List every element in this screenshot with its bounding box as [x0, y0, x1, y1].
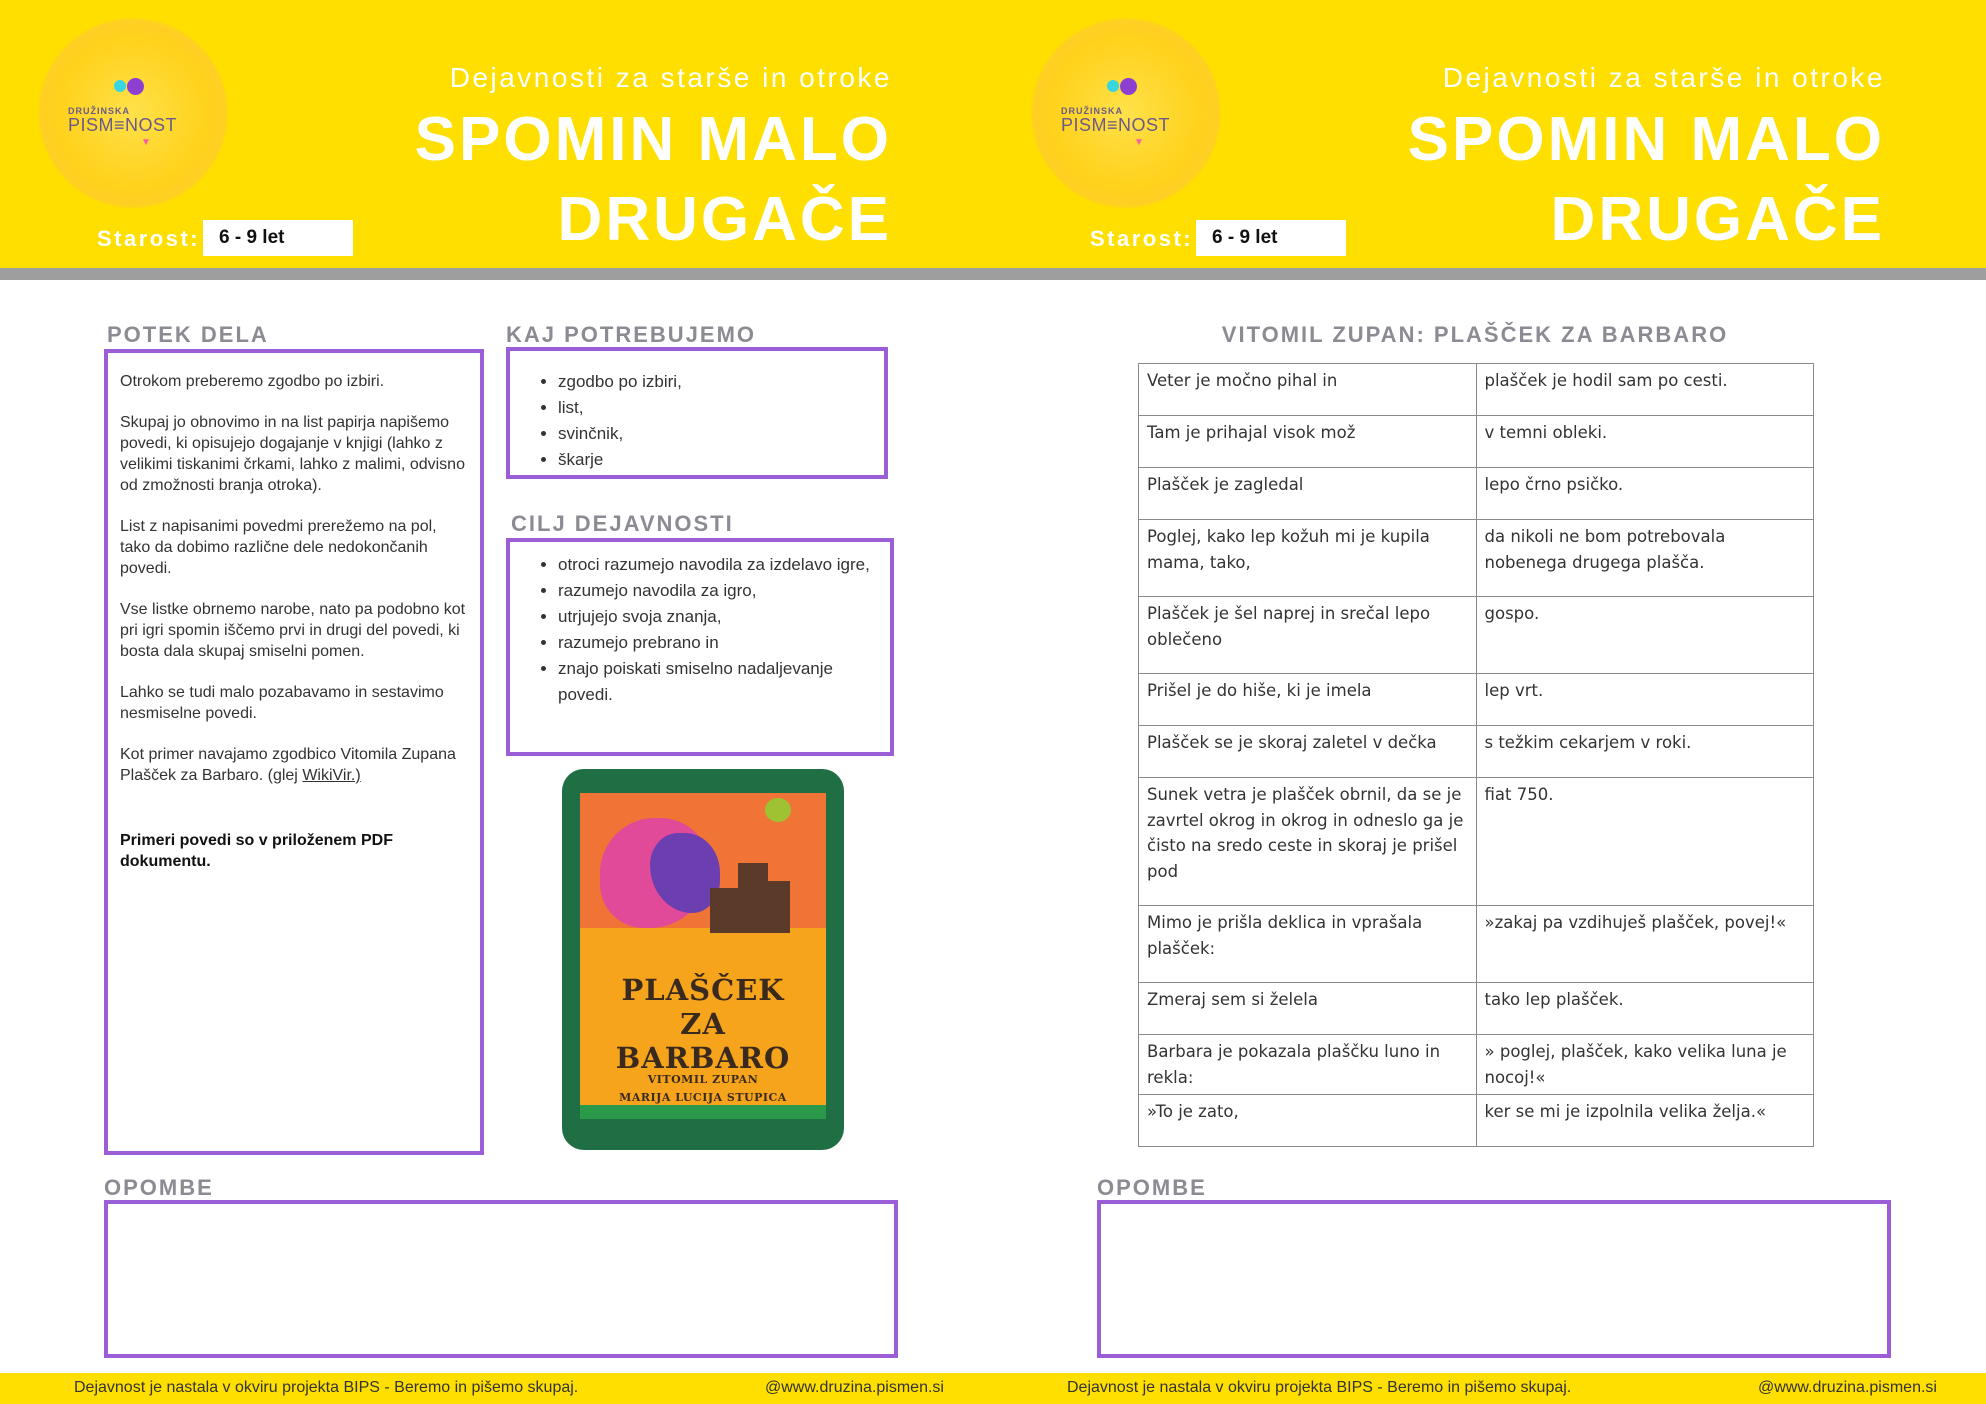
potek-paragraph-5: Lahko se tudi malo pozabavamo in sestavimo nesmiselne povedi.	[120, 684, 444, 722]
table-row	[1139, 983, 1814, 1035]
logo-arrow-icon: ▼	[1134, 137, 1144, 148]
logo-big-text: PISM≡NOST	[1061, 115, 1171, 135]
table-cell: Plašček je zagledal	[1139, 468, 1477, 520]
kaj-panel	[506, 347, 888, 479]
table-cell: Plašček se je skoraj zaletel v dečka	[1139, 726, 1477, 778]
footer	[0, 1373, 1986, 1404]
table-cell: tako lep plašček.	[1476, 983, 1814, 1035]
list-item: • utrjujejo svoja znanja,	[558, 604, 872, 630]
table-cell: lep vrt.	[1476, 674, 1814, 726]
opombe-title: OPOMBE	[1097, 1175, 1207, 1200]
opombe-box[interactable]	[104, 1200, 898, 1358]
list-item: • zgodbo po izbiri,	[558, 369, 874, 395]
table-row	[1139, 674, 1814, 726]
cilj-title: CILJ DEJAVNOSTI	[511, 511, 734, 536]
cover-bottom-strip	[580, 1105, 826, 1119]
table-cell: ker se mi je izpolnila velika želja.«	[1476, 1095, 1814, 1147]
table-cell: da nikoli ne bom potrebovala nobenega drugega plašča.	[1476, 520, 1814, 597]
list-item: • škarje	[558, 447, 874, 473]
title-line-1: SPOMIN MALO	[1407, 105, 1885, 174]
cover-author: MARIJA LUCIJA STUPICA	[619, 1091, 787, 1104]
header-divider	[0, 268, 1986, 280]
cover-building	[738, 863, 768, 933]
opombe-title: OPOMBE	[104, 1175, 214, 1200]
potek-title: POTEK DELA	[107, 322, 269, 347]
cover-building	[768, 881, 790, 933]
logo-arrow-icon: ▼	[141, 137, 151, 148]
potek-paragraph-1: Otrokom preberemo zgodbo po izbiri.	[120, 373, 385, 390]
footer-website[interactable]: @www.druzina.pismen.si	[1758, 1379, 1937, 1396]
table-cell: » poglej, plašček, kako velika luna je nocoj!«	[1476, 1035, 1814, 1095]
table-row	[1139, 726, 1814, 778]
table-cell: s težkim cekarjem v roki.	[1476, 726, 1814, 778]
logo-small-text: DRUŽINSKA	[68, 106, 130, 116]
table-row	[1139, 1095, 1814, 1147]
table-cell: Poglej, kako lep kožuh mi je kupila mama, tako,	[1139, 520, 1477, 597]
header-subtitle: Dejavnosti za starše in otroke	[449, 62, 892, 93]
table-cell: plašček je hodil sam po cesti.	[1476, 364, 1814, 416]
title-line-2: DRUGAČE	[1550, 185, 1885, 254]
cover-title	[580, 973, 826, 1075]
table-row	[1139, 416, 1814, 468]
cover-balloon	[765, 798, 791, 822]
logo-small-text: DRUŽINSKA	[1061, 106, 1123, 116]
table-cell: Veter je močno pihal in	[1139, 364, 1477, 416]
table-row	[1139, 364, 1814, 416]
footer-project-text: Dejavnost je nastala v okviru projekta BIPS - Beremo in pišemo skupaj.	[74, 1379, 579, 1396]
cover-title-line: BARBARO	[615, 1041, 791, 1075]
table-cell: gospo.	[1476, 597, 1814, 674]
cilj-list	[520, 552, 872, 708]
potek-paragraph-7: Primeri povedi so v priloženem PDF dokumentu.	[120, 832, 393, 870]
logo	[38, 18, 228, 208]
potek-panel	[104, 349, 484, 1155]
table-cell: Tam je prihajal visok mož	[1139, 416, 1477, 468]
potek-paragraph-3: List z napisanimi povedmi prerežemo na pol, tako da dobimo različne dele nedokončanih povedi.	[120, 518, 437, 577]
table-cell: v temni obleki.	[1476, 416, 1814, 468]
footer-website[interactable]: @www.druzina.pismen.si	[765, 1379, 944, 1396]
book-cover-art	[580, 793, 826, 1119]
table-row	[1139, 468, 1814, 520]
list-item: • svinčnik,	[558, 421, 874, 447]
logo	[1031, 18, 1221, 208]
table-row	[1139, 906, 1814, 983]
table-row	[1139, 1035, 1814, 1095]
potek-paragraph-6-text: Kot primer navajamo zgodbico Vitomila Zupana Plašček za Barbaro. (glej	[120, 746, 456, 784]
story-table	[1138, 363, 1814, 1147]
title-line-1: SPOMIN MALO	[414, 105, 892, 174]
book-cover-image	[562, 769, 844, 1150]
table-cell: »zakaj pa vzdihuješ plašček, povej!«	[1476, 906, 1814, 983]
cover-title-line: PLAŠČEK	[621, 973, 785, 1007]
kaj-list	[520, 369, 874, 473]
logo-dot-cyan	[1107, 80, 1119, 92]
potek-paragraph-6	[120, 744, 468, 786]
logo-dot-purple	[127, 78, 144, 95]
logo-dot-cyan	[114, 80, 126, 92]
table-row	[1139, 778, 1814, 906]
age-value: 6 - 9 let	[203, 220, 353, 256]
cover-authors	[580, 1071, 826, 1107]
table-cell: fiat 750.	[1476, 778, 1814, 906]
list-item: • znajo poiskati smiselno nadaljevanje povedi.	[558, 656, 872, 708]
table-cell: Barbara je pokazala plaščku luno in rekla:	[1139, 1035, 1477, 1095]
logo-dot-purple	[1120, 78, 1137, 95]
list-item: • razumejo navodila za igro,	[558, 578, 872, 604]
header-banner	[0, 0, 1986, 268]
table-cell: Plašček je šel naprej in srečal lepo oblečeno	[1139, 597, 1477, 674]
cover-author: VITOMIL ZUPAN	[647, 1073, 759, 1086]
table-cell: »To je zato,	[1139, 1095, 1477, 1147]
table-cell: lepo črno psičko.	[1476, 468, 1814, 520]
table-cell: Sunek vetra je plašček obrnil, da se je zavrtel okrog in okrog in odneslo ga je čisto na sredo ceste in skoraj je prišel pod	[1139, 778, 1477, 906]
potek-paragraph-2: Skupaj jo obnovimo in na list papirja napišemo povedi, ki opisujejo dogajanje v knjigi (lahko z velikimi tiskanimi črkami, lahko z malimi, odvisno od zmožnosti branja otroka).	[120, 414, 465, 494]
age-value: 6 - 9 let	[1196, 220, 1346, 256]
story-title: VITOMIL ZUPAN: PLAŠČEK ZA BARBARO	[1221, 322, 1729, 347]
cilj-panel	[506, 538, 894, 756]
age-label: Starost:	[97, 226, 201, 251]
page-title	[292, 100, 892, 260]
list-item: • otroci razumejo navodila za izdelavo igre,	[558, 552, 872, 578]
title-line-2: DRUGAČE	[557, 185, 892, 254]
logo-big-text: PISM≡NOST	[68, 115, 178, 135]
cover-building	[710, 888, 738, 933]
header-subtitle: Dejavnosti za starše in otroke	[1442, 62, 1885, 93]
list-item: • list,	[558, 395, 874, 421]
wikivir-link[interactable]: WikiVir.)	[302, 767, 361, 784]
kaj-title: KAJ POTREBUJEMO	[506, 322, 757, 347]
cover-title-line: ZA	[680, 1007, 726, 1041]
table-cell: Prišel je do hiše, ki je imela	[1139, 674, 1477, 726]
list-item: • razumejo prebrano in	[558, 630, 872, 656]
table-cell: Zmeraj sem si želela	[1139, 983, 1477, 1035]
page-title	[1285, 100, 1885, 260]
opombe-box[interactable]	[1097, 1200, 1891, 1358]
age-label: Starost:	[1090, 226, 1194, 251]
potek-paragraph-4: Vse listke obrnemo narobe, nato pa podobno kot pri igri spomin iščemo prvi in drugi del povedi, ki bosta dala skupaj smiselni pomen.	[120, 601, 466, 660]
footer-project-text: Dejavnost je nastala v okviru projekta BIPS - Beremo in pišemo skupaj.	[1067, 1379, 1572, 1396]
table-row	[1139, 520, 1814, 597]
table-cell: Mimo je prišla deklica in vprašala plašček:	[1139, 906, 1477, 983]
table-row	[1139, 597, 1814, 674]
